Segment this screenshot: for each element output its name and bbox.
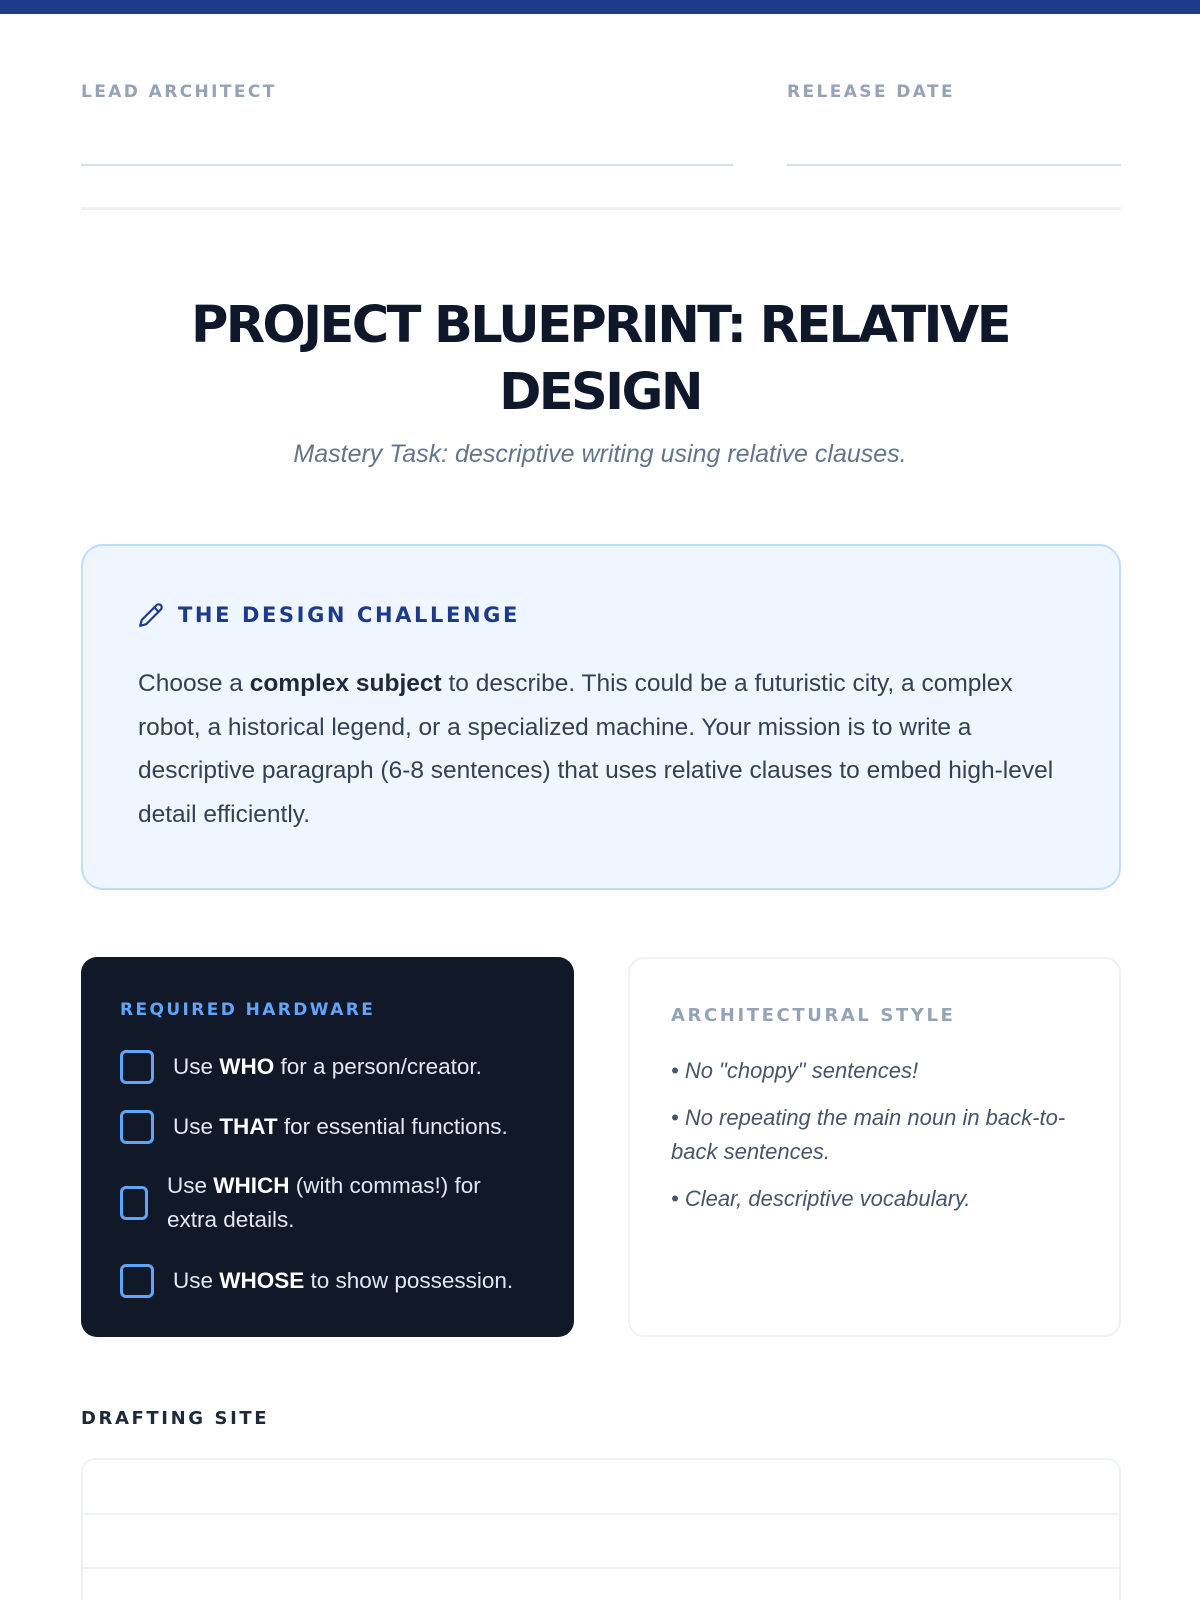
page-title <box>0 292 1200 426</box>
hardware-item-that <box>120 1110 508 1144</box>
required-hardware-heading: REQUIRED HARDWARE <box>120 1000 376 1020</box>
challenge-text-bold: complex subject <box>249 670 442 697</box>
hardware-item-label: Use WHICH (with commas!) for extra details. <box>167 1173 481 1232</box>
pencil-icon <box>138 602 164 628</box>
page-title-line-1: PROJECT BLUEPRINT: RELATIVE <box>190 296 1010 355</box>
release-date-line <box>787 164 1121 166</box>
ruled-line <box>83 1567 1119 1569</box>
lead-architect-label: LEAD ARCHITECT <box>81 82 277 102</box>
release-date-label: RELEASE DATE <box>787 82 956 102</box>
style-rules-list <box>671 1054 1081 1229</box>
design-challenge-text <box>138 662 1068 836</box>
style-rule: • No "choppy" sentences! <box>671 1058 919 1083</box>
hardware-item-label: Use WHO for a person/creator. <box>173 1054 482 1079</box>
page-title-line-2: DESIGN <box>499 363 701 422</box>
release-date-field[interactable] <box>787 82 1121 102</box>
architectural-style-heading: ARCHITECTURAL STYLE <box>671 1005 956 1026</box>
checkbox-which[interactable] <box>120 1186 148 1220</box>
header-fields <box>81 82 1121 166</box>
challenge-text-rest: to describe. This could be a futuristic city, a complex robot, a historical legend, or a specialized machine. Your mission is to write a descriptive paragraph (6-8 sentences) that uses relative clauses to embed high-level detail efficiently. <box>138 670 1054 828</box>
hardware-item-whose <box>120 1264 513 1298</box>
lead-architect-line <box>81 164 733 166</box>
checkbox-whose[interactable] <box>120 1264 154 1298</box>
design-challenge-header <box>138 602 520 628</box>
hardware-item-who <box>120 1050 482 1084</box>
ruled-line <box>83 1513 1119 1515</box>
hardware-item-which <box>120 1169 527 1237</box>
hardware-item-label: Use WHOSE to show possession. <box>173 1268 514 1293</box>
header-divider <box>81 207 1121 210</box>
challenge-text-start: Choose a <box>138 670 250 697</box>
hardware-item-label: Use THAT for essential functions. <box>173 1114 508 1139</box>
architectural-style-card <box>628 957 1121 1337</box>
top-accent-bar <box>0 0 1200 14</box>
drafting-site-label: DRAFTING SITE <box>81 1408 270 1429</box>
drafting-area[interactable] <box>81 1458 1121 1600</box>
checkbox-that[interactable] <box>120 1110 154 1144</box>
style-rule: • No repeating the main noun in back-to-back sentences. <box>671 1105 1066 1164</box>
style-rule: • Clear, descriptive vocabulary. <box>671 1186 971 1211</box>
lead-architect-field[interactable] <box>81 82 733 102</box>
required-hardware-card <box>81 957 574 1337</box>
design-challenge-heading: THE DESIGN CHALLENGE <box>178 603 520 627</box>
checkbox-who[interactable] <box>120 1050 154 1084</box>
page-subtitle: Mastery Task: descriptive writing using relative clauses. <box>293 440 907 468</box>
design-challenge-card <box>81 544 1121 890</box>
